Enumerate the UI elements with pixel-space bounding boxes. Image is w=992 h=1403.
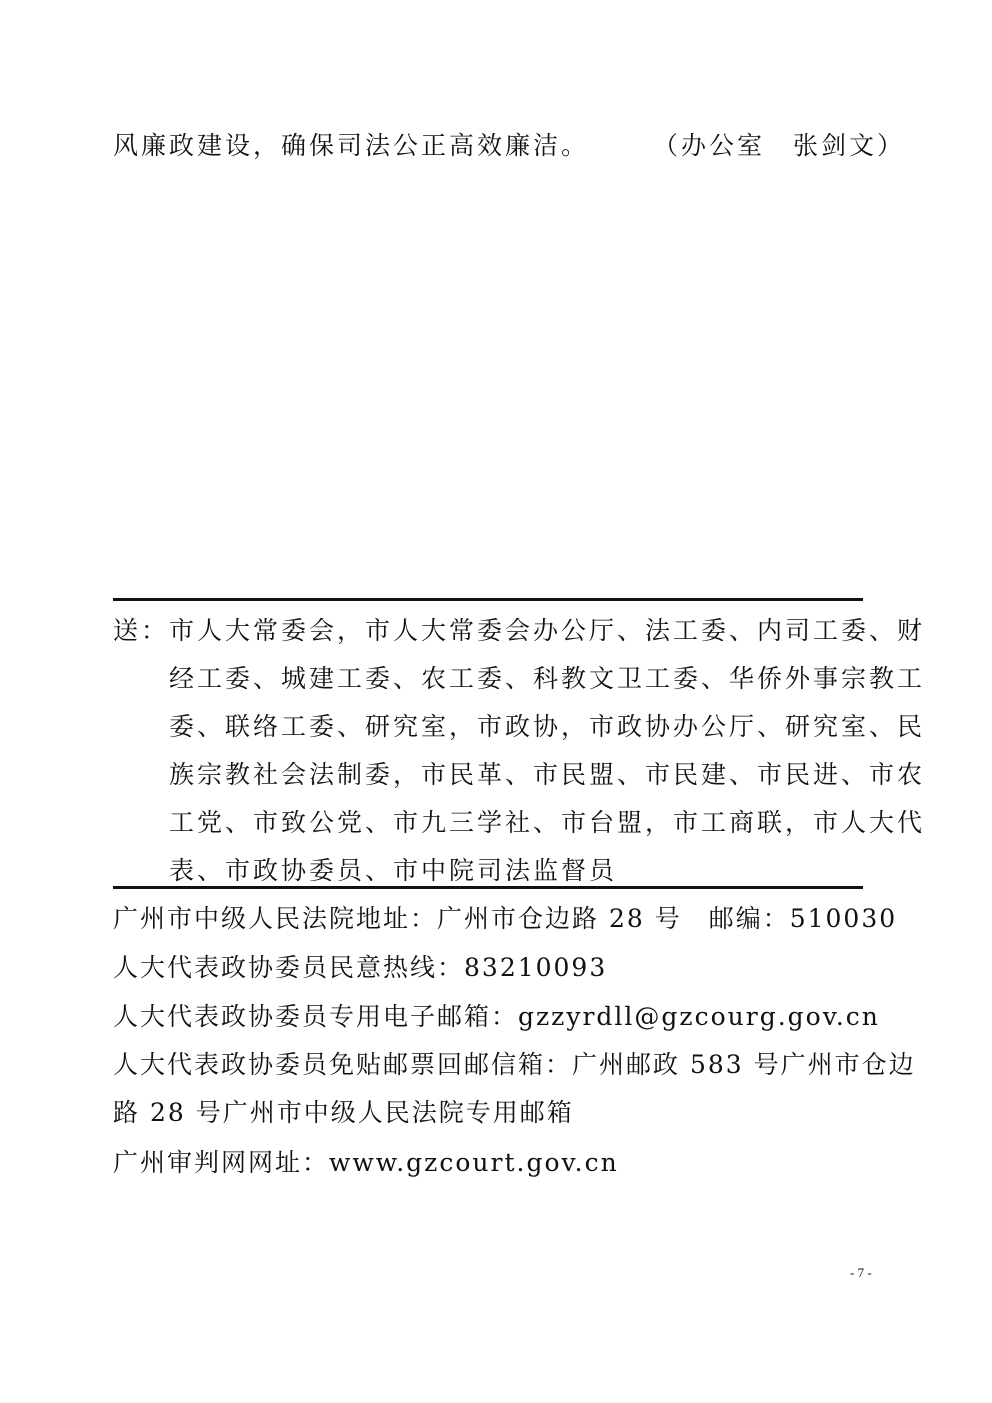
- page-number: - 7 -: [850, 1265, 872, 1280]
- court-address: 广州市中级人民法院地址：广州市仓边路 28 号 邮编：510030: [113, 904, 898, 933]
- top-divider: [113, 598, 863, 601]
- website: 广州审判网网址：www.gzcourt.gov.cn: [113, 1148, 619, 1177]
- distribution-line: 族宗教社会法制委，市民革、市民盟、市民建、市民进、市农: [169, 760, 926, 789]
- mailbox-line-2: 路 28 号广州市中级人民法院专用邮箱: [113, 1098, 574, 1127]
- hotline: 人大代表政协委员民意热线：83210093: [113, 953, 608, 982]
- distribution-line: 市人大常委会，市人大常委会办公厅、法工委、内司工委、财: [169, 616, 926, 645]
- closing-text: 风廉政建设，确保司法公正高效廉洁。: [113, 131, 590, 160]
- mailbox-line-1: 人大代表政协委员免贴邮票回邮信箱：广州邮政 583 号广州市仓边: [113, 1050, 916, 1079]
- distribution-line: 委、联络工委、研究室，市政协，市政协办公厅、研究室、民: [169, 712, 926, 741]
- distribution-line: 经工委、城建工委、农工委、科教文卫工委、华侨外事宗教工: [169, 664, 926, 693]
- email-address: 人大代表政协委员专用电子邮箱：gzzyrdll@gzcourg.gov.cn: [113, 1002, 880, 1031]
- distribution-line: 表、市政协委员、市中院司法监督员: [169, 856, 618, 885]
- closing-line: [113, 131, 906, 161]
- bottom-divider: [113, 886, 863, 889]
- distribution-label: 送：: [113, 616, 170, 645]
- distribution-line: 工党、市致公党、市九三学社、市台盟，市工商联，市人大代: [169, 808, 926, 837]
- author-attribution: （办公室 张剑文）: [653, 131, 906, 160]
